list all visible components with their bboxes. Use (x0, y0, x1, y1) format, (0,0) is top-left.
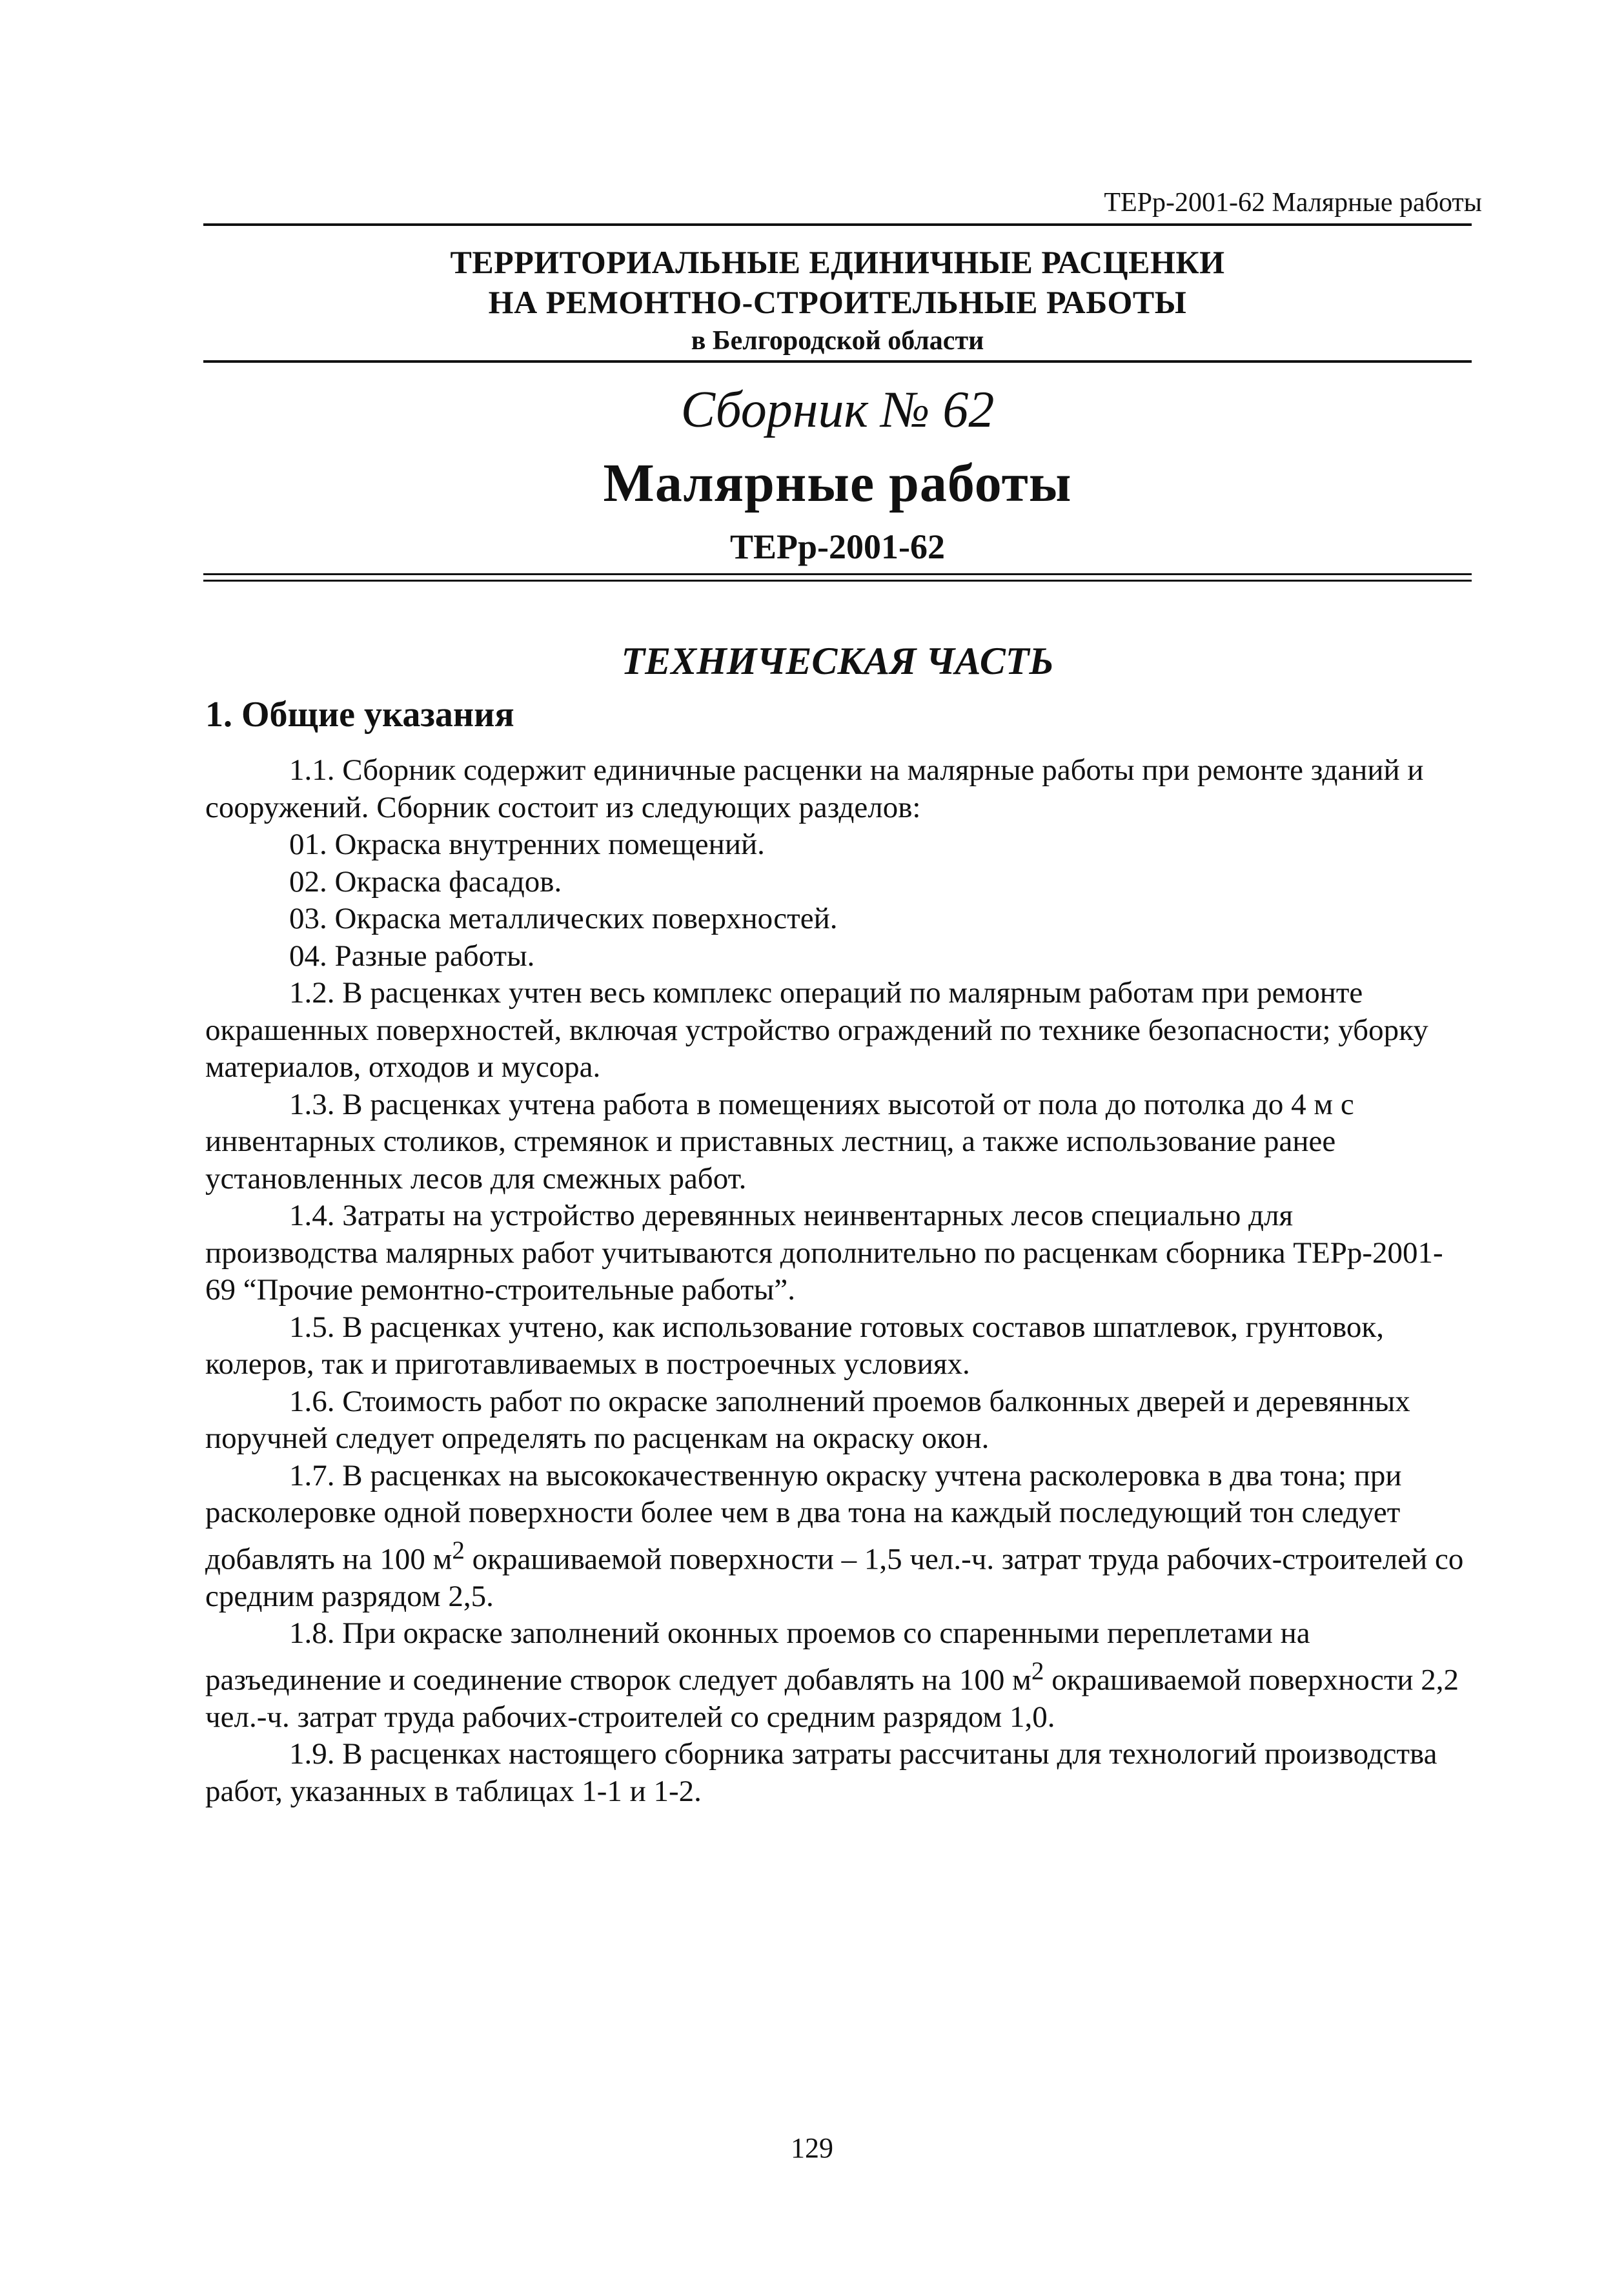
list-item: 01. Окраска внутренних помещений. (289, 828, 765, 861)
paragraph-1-7-part-a: 1.7. В расценках на высококачественную окраску учтена расколеровка в два тона; при расколеровке одной поверхности более чем в два тона на каждый последующий тон следует добавлять на 100 м (205, 1458, 1402, 1576)
list-item: 02. Окраска фасадов. (289, 864, 562, 899)
title-rule (203, 360, 1472, 363)
title-line-2: НА РЕМОНТНО-СТРОИТЕЛЬНЫЕ РАБОТЫ (488, 284, 1187, 320)
paragraph-1-6: 1.6. Стоимость работ по окраске заполнений проемов балконных дверей и деревянных поручней следует определять по расценкам на окраску окон. (205, 1384, 1410, 1455)
paragraph-1-3: 1.3. В расценках учтена работа в помещениях высотой от пола до потолка до 4 м с инвентарных столиков, стремянок и приставных лестниц, а также использование ранее установленных лесов для смежных работ. (205, 1087, 1354, 1196)
paragraph-1-8-part-a: 1.8. При окраске заполнений оконных проемов со спаренными переплетами на разъединение и соединение створок следует добавлять на 100 м (205, 1616, 1310, 1697)
collection-code: ТЕРр-2001-62 (729, 527, 946, 566)
double-rule-top (203, 573, 1472, 575)
paragraph-1-5: 1.5. В расценках учтено, как использование готовых составов шпатлевок, грунтовок, колеров, так и приготавливаемых в построечных условиях. (205, 1310, 1384, 1381)
section-title: ТЕХНИЧЕСКАЯ ЧАСТЬ (621, 640, 1054, 682)
double-rule-bottom (203, 580, 1472, 582)
paragraph-1-4: 1.4. Затраты на устройство деревянных неинвентарных лесов специально для производства малярных работ учитываются дополнительно по расценкам сборника ТЕРр-2001-69 “Прочие ремонтно-строительные работы”. (205, 1199, 1443, 1307)
superscript: 2 (452, 1536, 465, 1564)
title-block (203, 242, 1472, 360)
paragraph-1-9: 1.9. В расценках настоящего сборника затраты рассчитаны для технологий производства работ, указанных в таблицах 1-1 и 1-2. (205, 1737, 1437, 1808)
paragraph-1-2: 1.2. В расценках учтен весь комплекс операций по малярным работам при ремонте окрашенных поверхностей, включая устройство ограждений по технике безопасности; уборку материалов, отходов и мусора. (205, 976, 1428, 1084)
paragraph-1-7-part-b: окрашиваемой поверхности – 1,5 чел.-ч. затрат труда рабочих-строителей со средним разрядом 2,5. (205, 1542, 1464, 1613)
list-item: 04. Разные работы. (289, 939, 535, 973)
paragraph-1-7 (205, 1458, 1472, 1616)
page-number: 129 (791, 2132, 833, 2164)
body-text (205, 752, 1472, 1810)
list-item: 03. Окраска металлических поверхностей. (289, 902, 838, 935)
paragraph-1-8 (205, 1615, 1472, 1736)
paragraph-1-1: 1.1. Сборник содержит единичные расценки на малярные работы при ремонте зданий и сооружений. Сборник состоит из следующих разделов: (205, 753, 1424, 824)
title-line-3: в Белгородской области (691, 326, 984, 356)
header-rule (203, 223, 1472, 226)
superscript: 2 (1031, 1656, 1044, 1685)
collection-number: Сборник № 62 (680, 382, 995, 438)
paragraph-1-8-part-b: окрашиваемой поверхности 2,2 чел.-ч. затрат труда рабочих-строителей со средним разрядом 1,0. (205, 1663, 1459, 1734)
subsection-title: 1. Общие указания (205, 695, 514, 735)
running-header: ТЕРр-2001-62 Малярные работы (1104, 188, 1482, 218)
title-line-1: ТЕРРИТОРИАЛЬНЫЕ ЕДИНИЧНЫЕ РАСЦЕНКИ (450, 244, 1225, 280)
collection-subject: Малярные работы (603, 453, 1072, 513)
